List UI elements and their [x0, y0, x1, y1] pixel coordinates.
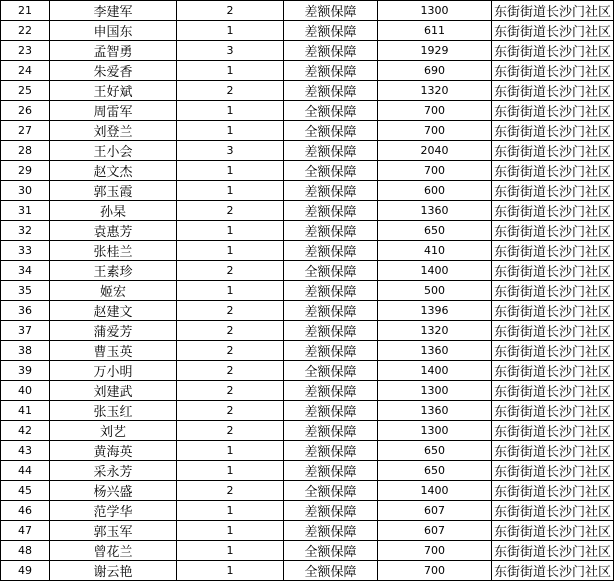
community-cell: 东街街道长沙门社区: [492, 201, 614, 221]
guarantee-type-cell: 差额保障: [284, 401, 378, 421]
name-cell: 姬宏: [50, 281, 177, 301]
table-row: [1, 341, 614, 361]
guarantee-type-cell: 差额保障: [284, 501, 378, 521]
guarantee-type-cell: 全额保障: [284, 481, 378, 501]
amount-cell: 700: [378, 121, 492, 141]
amount-cell: 1360: [378, 201, 492, 221]
community-cell: 东街街道长沙门社区: [492, 321, 614, 341]
community-cell: 东街街道长沙门社区: [492, 121, 614, 141]
guarantee-type-cell: 差额保障: [284, 181, 378, 201]
community-cell: 东街街道长沙门社区: [492, 221, 614, 241]
table-row: [1, 401, 614, 421]
guarantee-type-cell: 全额保障: [284, 561, 378, 581]
household-size-cell: 2: [177, 201, 284, 221]
row-number-cell: 32: [1, 221, 50, 241]
community-cell: 东街街道长沙门社区: [492, 81, 614, 101]
guarantee-type-cell: 差额保障: [284, 301, 378, 321]
community-cell: 东街街道长沙门社区: [492, 461, 614, 481]
amount-cell: 700: [378, 101, 492, 121]
table-row: [1, 181, 614, 201]
amount-cell: 1929: [378, 41, 492, 61]
amount-cell: 650: [378, 461, 492, 481]
guarantee-type-cell: 全额保障: [284, 361, 378, 381]
amount-cell: 650: [378, 221, 492, 241]
name-cell: 袁惠芳: [50, 221, 177, 241]
name-cell: 采永芳: [50, 461, 177, 481]
guarantee-type-cell: 差额保障: [284, 1, 378, 21]
row-number-cell: 36: [1, 301, 50, 321]
amount-cell: 700: [378, 561, 492, 581]
table-row: [1, 201, 614, 221]
guarantee-type-cell: 全额保障: [284, 121, 378, 141]
row-number-cell: 43: [1, 441, 50, 461]
household-size-cell: 2: [177, 381, 284, 401]
row-number-cell: 39: [1, 361, 50, 381]
household-size-cell: 1: [177, 501, 284, 521]
row-number-cell: 24: [1, 61, 50, 81]
row-number-cell: 44: [1, 461, 50, 481]
row-number-cell: 28: [1, 141, 50, 161]
table-row: [1, 141, 614, 161]
household-size-cell: 1: [177, 541, 284, 561]
row-number-cell: 41: [1, 401, 50, 421]
household-size-cell: 1: [177, 221, 284, 241]
amount-cell: 700: [378, 161, 492, 181]
table-row: [1, 281, 614, 301]
table-row: [1, 381, 614, 401]
household-size-cell: 2: [177, 301, 284, 321]
household-size-cell: 1: [177, 441, 284, 461]
community-cell: 东街街道长沙门社区: [492, 161, 614, 181]
row-number-cell: 38: [1, 341, 50, 361]
name-cell: 周雷军: [50, 101, 177, 121]
household-size-cell: 3: [177, 141, 284, 161]
household-size-cell: 2: [177, 341, 284, 361]
guarantee-type-cell: 差额保障: [284, 241, 378, 261]
community-cell: 东街街道长沙门社区: [492, 61, 614, 81]
amount-cell: 500: [378, 281, 492, 301]
row-number-cell: 45: [1, 481, 50, 501]
row-number-cell: 23: [1, 41, 50, 61]
name-cell: 黄海英: [50, 441, 177, 461]
guarantee-type-cell: 全额保障: [284, 541, 378, 561]
guarantee-type-cell: 差额保障: [284, 341, 378, 361]
community-cell: 东街街道长沙门社区: [492, 441, 614, 461]
household-size-cell: 2: [177, 1, 284, 21]
name-cell: 刘登兰: [50, 121, 177, 141]
community-cell: 东街街道长沙门社区: [492, 421, 614, 441]
guarantee-type-cell: 全额保障: [284, 261, 378, 281]
amount-cell: 1400: [378, 361, 492, 381]
row-number-cell: 25: [1, 81, 50, 101]
household-size-cell: 1: [177, 21, 284, 41]
row-number-cell: 40: [1, 381, 50, 401]
community-cell: 东街街道长沙门社区: [492, 541, 614, 561]
amount-cell: 600: [378, 181, 492, 201]
row-number-cell: 42: [1, 421, 50, 441]
amount-cell: 1300: [378, 381, 492, 401]
table-row: [1, 81, 614, 101]
guarantee-type-cell: 全额保障: [284, 161, 378, 181]
amount-cell: 1300: [378, 1, 492, 21]
household-size-cell: 2: [177, 81, 284, 101]
community-cell: 东街街道长沙门社区: [492, 261, 614, 281]
household-size-cell: 3: [177, 41, 284, 61]
name-cell: 张桂兰: [50, 241, 177, 261]
table-row: [1, 261, 614, 281]
name-cell: 朱爱香: [50, 61, 177, 81]
name-cell: 孟智勇: [50, 41, 177, 61]
table-row: [1, 461, 614, 481]
table-row: [1, 501, 614, 521]
community-cell: 东街街道长沙门社区: [492, 281, 614, 301]
table-row: [1, 541, 614, 561]
amount-cell: 1400: [378, 261, 492, 281]
guarantee-type-cell: 差额保障: [284, 521, 378, 541]
amount-cell: 1320: [378, 81, 492, 101]
guarantee-type-cell: 差额保障: [284, 441, 378, 461]
name-cell: 万小明: [50, 361, 177, 381]
row-number-cell: 22: [1, 21, 50, 41]
guarantee-type-cell: 差额保障: [284, 201, 378, 221]
guarantee-type-cell: 差额保障: [284, 141, 378, 161]
guarantee-type-cell: 差额保障: [284, 281, 378, 301]
community-cell: 东街街道长沙门社区: [492, 561, 614, 581]
community-cell: 东街街道长沙门社区: [492, 501, 614, 521]
name-cell: 刘建武: [50, 381, 177, 401]
name-cell: 赵建文: [50, 301, 177, 321]
table-row: [1, 241, 614, 261]
table-row: [1, 421, 614, 441]
community-cell: 东街街道长沙门社区: [492, 241, 614, 261]
community-cell: 东街街道长沙门社区: [492, 361, 614, 381]
row-number-cell: 34: [1, 261, 50, 281]
table-row: [1, 21, 614, 41]
name-cell: 王素珍: [50, 261, 177, 281]
name-cell: 王小会: [50, 141, 177, 161]
household-size-cell: 2: [177, 261, 284, 281]
guarantee-type-cell: 差额保障: [284, 421, 378, 441]
community-cell: 东街街道长沙门社区: [492, 41, 614, 61]
name-cell: 王好斌: [50, 81, 177, 101]
table-row: [1, 1, 614, 21]
name-cell: 郭玉军: [50, 521, 177, 541]
table-row: [1, 41, 614, 61]
table-row: [1, 61, 614, 81]
amount-cell: 410: [378, 241, 492, 261]
row-number-cell: 31: [1, 201, 50, 221]
name-cell: 张玉红: [50, 401, 177, 421]
household-size-cell: 2: [177, 401, 284, 421]
guarantee-type-cell: 差额保障: [284, 81, 378, 101]
row-number-cell: 49: [1, 561, 50, 581]
guarantee-type-cell: 差额保障: [284, 221, 378, 241]
household-size-cell: 1: [177, 561, 284, 581]
guarantee-type-cell: 差额保障: [284, 41, 378, 61]
household-size-cell: 1: [177, 461, 284, 481]
community-cell: 东街街道长沙门社区: [492, 21, 614, 41]
name-cell: 李建军: [50, 1, 177, 21]
row-number-cell: 37: [1, 321, 50, 341]
name-cell: 孙杲: [50, 201, 177, 221]
guarantee-type-cell: 差额保障: [284, 381, 378, 401]
amount-cell: 607: [378, 501, 492, 521]
community-cell: 东街街道长沙门社区: [492, 341, 614, 361]
row-number-cell: 26: [1, 101, 50, 121]
table-row: [1, 441, 614, 461]
amount-cell: 1300: [378, 421, 492, 441]
community-cell: 东街街道长沙门社区: [492, 481, 614, 501]
household-size-cell: 1: [177, 241, 284, 261]
community-cell: 东街街道长沙门社区: [492, 141, 614, 161]
community-cell: 东街街道长沙门社区: [492, 1, 614, 21]
household-size-cell: 1: [177, 121, 284, 141]
row-number-cell: 21: [1, 1, 50, 21]
table-row: [1, 481, 614, 501]
row-number-cell: 33: [1, 241, 50, 261]
name-cell: 曾花兰: [50, 541, 177, 561]
community-cell: 东街街道长沙门社区: [492, 101, 614, 121]
table-row: [1, 221, 614, 241]
amount-cell: 1396: [378, 301, 492, 321]
guarantee-type-cell: 差额保障: [284, 21, 378, 41]
household-size-cell: 2: [177, 321, 284, 341]
row-number-cell: 29: [1, 161, 50, 181]
amount-cell: 611: [378, 21, 492, 41]
row-number-cell: 47: [1, 521, 50, 541]
household-size-cell: 2: [177, 481, 284, 501]
household-size-cell: 1: [177, 101, 284, 121]
household-size-cell: 2: [177, 421, 284, 441]
name-cell: 谢云艳: [50, 561, 177, 581]
row-number-cell: 46: [1, 501, 50, 521]
household-size-cell: 1: [177, 61, 284, 81]
roster-table-body: [1, 1, 614, 581]
row-number-cell: 35: [1, 281, 50, 301]
amount-cell: 1320: [378, 321, 492, 341]
amount-cell: 650: [378, 441, 492, 461]
name-cell: 杨兴盛: [50, 481, 177, 501]
household-size-cell: 1: [177, 281, 284, 301]
table-row: [1, 161, 614, 181]
guarantee-type-cell: 差额保障: [284, 321, 378, 341]
household-size-cell: 2: [177, 361, 284, 381]
community-cell: 东街街道长沙门社区: [492, 381, 614, 401]
table-row: [1, 321, 614, 341]
amount-cell: 2040: [378, 141, 492, 161]
table-row: [1, 121, 614, 141]
name-cell: 赵文杰: [50, 161, 177, 181]
table-row: [1, 301, 614, 321]
row-number-cell: 48: [1, 541, 50, 561]
row-number-cell: 27: [1, 121, 50, 141]
name-cell: 申国东: [50, 21, 177, 41]
table-row: [1, 361, 614, 381]
name-cell: 范学华: [50, 501, 177, 521]
name-cell: 刘艺: [50, 421, 177, 441]
community-cell: 东街街道长沙门社区: [492, 301, 614, 321]
household-size-cell: 1: [177, 181, 284, 201]
table-row: [1, 101, 614, 121]
name-cell: 曹玉英: [50, 341, 177, 361]
amount-cell: 1360: [378, 341, 492, 361]
community-cell: 东街街道长沙门社区: [492, 521, 614, 541]
table-row: [1, 561, 614, 581]
amount-cell: 1360: [378, 401, 492, 421]
amount-cell: 607: [378, 521, 492, 541]
row-number-cell: 30: [1, 181, 50, 201]
amount-cell: 1400: [378, 481, 492, 501]
name-cell: 郭玉霞: [50, 181, 177, 201]
household-size-cell: 1: [177, 521, 284, 541]
household-size-cell: 1: [177, 161, 284, 181]
amount-cell: 690: [378, 61, 492, 81]
guarantee-type-cell: 全额保障: [284, 101, 378, 121]
table-row: [1, 521, 614, 541]
guarantee-type-cell: 差额保障: [284, 61, 378, 81]
name-cell: 蒲爱芳: [50, 321, 177, 341]
guarantee-type-cell: 差额保障: [284, 461, 378, 481]
community-cell: 东街街道长沙门社区: [492, 181, 614, 201]
community-cell: 东街街道长沙门社区: [492, 401, 614, 421]
amount-cell: 700: [378, 541, 492, 561]
